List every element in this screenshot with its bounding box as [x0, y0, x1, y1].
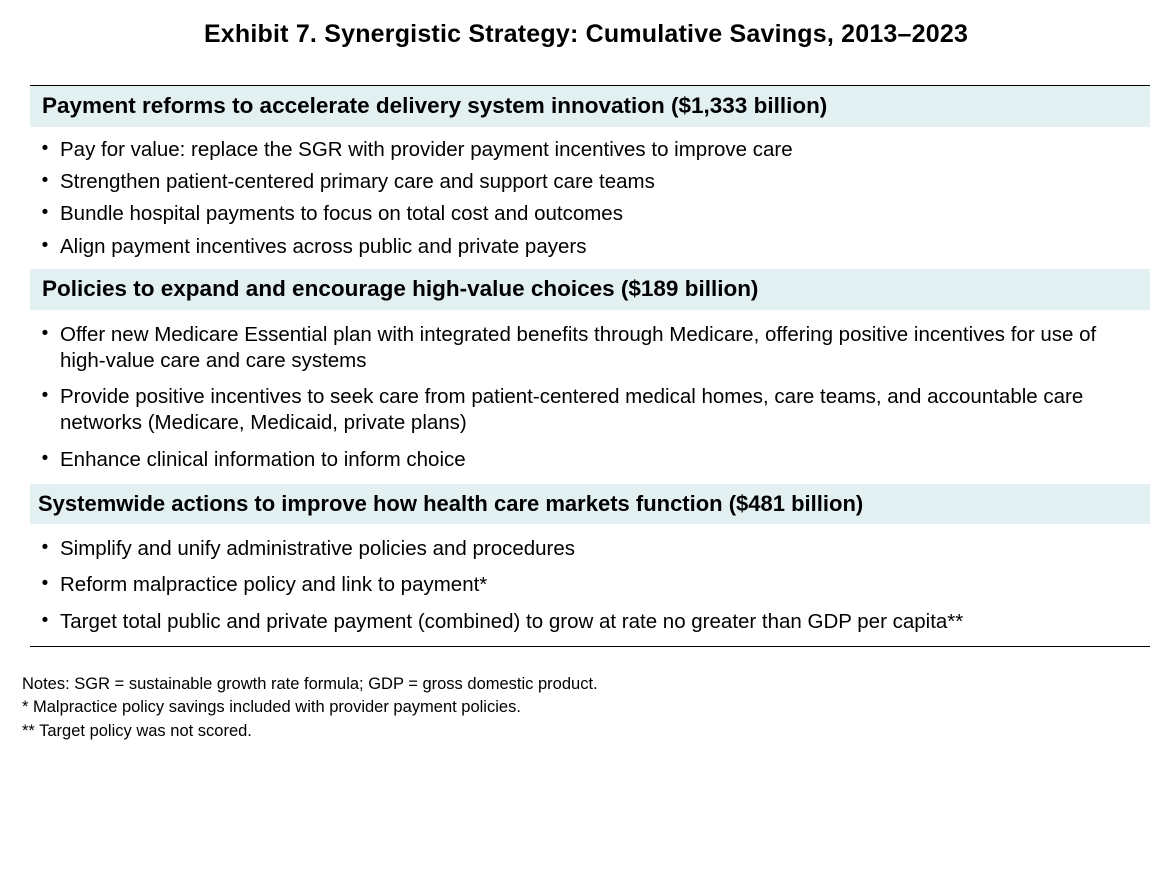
list-item-text: Provide positive incentives to seek care from patient-centered medical homes, care teams, and accountable care networks (Medicare, Medicaid, private plans): [60, 385, 1084, 435]
list-item-text: Enhance clinical information to inform choice: [60, 447, 466, 471]
bullet-icon: •: [41, 447, 49, 469]
section-bullets-systemwide-actions: [30, 524, 1150, 646]
section-header-high-value-choices: Policies to expand and encourage high-value choices ($189 billion): [30, 269, 1150, 310]
section-header-payment-reforms: Payment reforms to accelerate delivery system innovation ($1,333 billion): [30, 86, 1150, 127]
list-item-text: Pay for value: replace the SGR with provider payment incentives to improve care: [60, 137, 793, 161]
bullet-icon: •: [41, 537, 49, 559]
footnote-double-asterisk: ** Target policy was not scored.: [22, 721, 252, 740]
list-item: [30, 166, 1140, 198]
list-item: [30, 231, 1140, 263]
list-item: [30, 531, 1140, 567]
bullet-icon: •: [41, 234, 49, 256]
list-item-text: Reform malpractice policy and link to payment*: [60, 573, 488, 597]
list-item: [30, 198, 1140, 230]
footnote-asterisk: * Malpractice policy savings included with provider payment policies.: [22, 698, 521, 717]
list-item: [30, 567, 1140, 603]
list-item-text: Align payment incentives across public and private payers: [60, 234, 587, 258]
list-item: [30, 442, 1140, 478]
list-item-text: Simplify and unify administrative policies and procedures: [60, 537, 576, 561]
list-item-text: Strengthen patient-centered primary care and support care teams: [60, 170, 655, 194]
list-item: [30, 317, 1140, 379]
footnotes: [22, 673, 1172, 743]
bullet-icon: •: [41, 202, 49, 224]
bullet-icon: •: [41, 385, 49, 407]
exhibit-table: [30, 85, 1150, 647]
bullet-icon: •: [41, 170, 49, 192]
list-item: [30, 379, 1140, 441]
page-title: Exhibit 7. Synergistic Strategy: Cumulative Savings, 2013–2023: [203, 20, 969, 48]
section-header-systemwide-actions: Systemwide actions to improve how health care markets function ($481 billion): [30, 484, 1150, 524]
list-item-text: Bundle hospital payments to focus on total cost and outcomes: [60, 202, 623, 226]
list-item-text: Target total public and private payment (combined) to grow at rate no greater than GDP per capita**: [60, 609, 964, 633]
section-bullets-high-value-choices: [30, 310, 1150, 484]
bullet-icon: •: [41, 322, 49, 344]
list-item: [30, 134, 1140, 166]
bullet-icon: •: [41, 137, 49, 159]
footnote-notes: Notes: SGR = sustainable growth rate formula; GDP = gross domestic product.: [22, 674, 598, 693]
section-bullets-payment-reforms: [30, 127, 1150, 269]
bullet-icon: •: [41, 609, 49, 631]
list-item-text: Offer new Medicare Essential plan with integrated benefits through Medicare, offering positive incentives for use of high-value care and care systems: [60, 322, 1097, 372]
bullet-icon: •: [41, 573, 49, 595]
list-item: [30, 604, 1140, 640]
